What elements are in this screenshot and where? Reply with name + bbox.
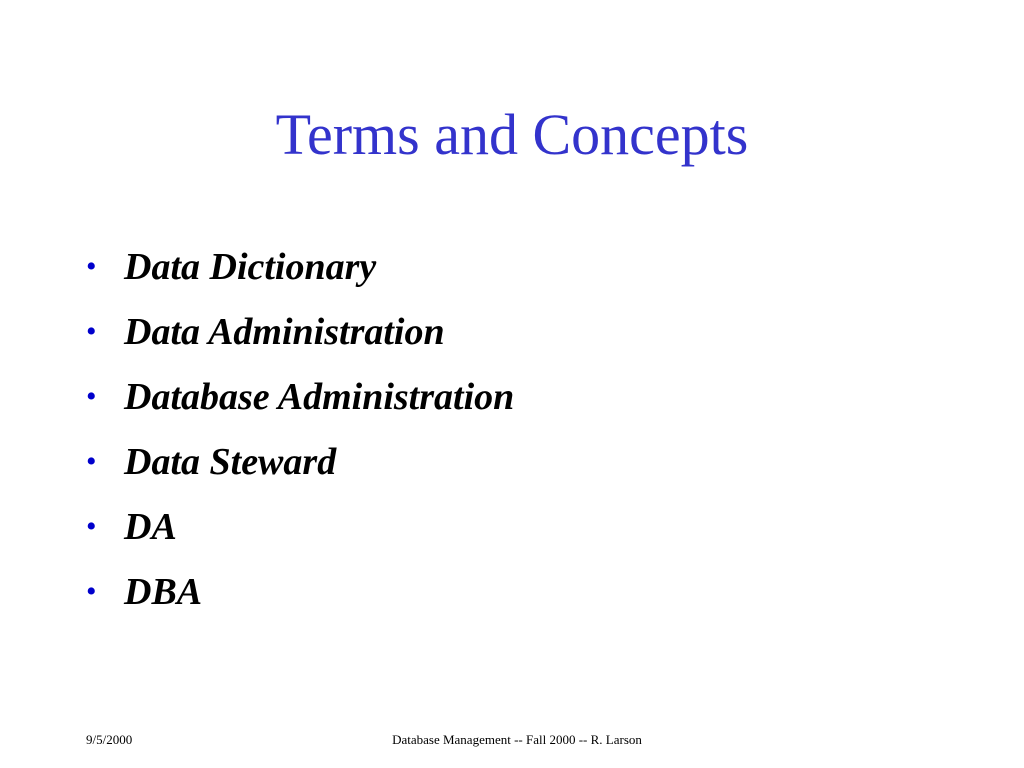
bullet-text: Data Administration: [124, 310, 445, 353]
bullet-text: DA: [124, 505, 177, 548]
slide-title: Terms and Concepts: [275, 102, 749, 167]
list-item: [86, 364, 514, 429]
bullet-icon: •: [86, 574, 97, 608]
bullet-icon: •: [86, 314, 97, 348]
footer-title: Database Management -- Fall 2000 -- R. Larson: [392, 732, 642, 747]
list-item: [86, 559, 514, 624]
list-item: [86, 299, 514, 364]
bullet-text: DBA: [124, 570, 203, 613]
bullet-icon: •: [86, 509, 97, 543]
bullet-text: Data Dictionary: [124, 245, 377, 288]
footer-date: 9/5/2000: [86, 732, 133, 747]
bullet-text: Data Steward: [124, 440, 337, 483]
bullet-icon: •: [86, 379, 97, 413]
list-item: [86, 429, 514, 494]
bullet-text: Database Administration: [124, 375, 515, 418]
bullet-icon: •: [86, 249, 97, 283]
bullet-icon: •: [86, 444, 97, 478]
list-item: [86, 234, 514, 299]
bullet-list: [86, 234, 514, 624]
list-item: [86, 494, 514, 559]
